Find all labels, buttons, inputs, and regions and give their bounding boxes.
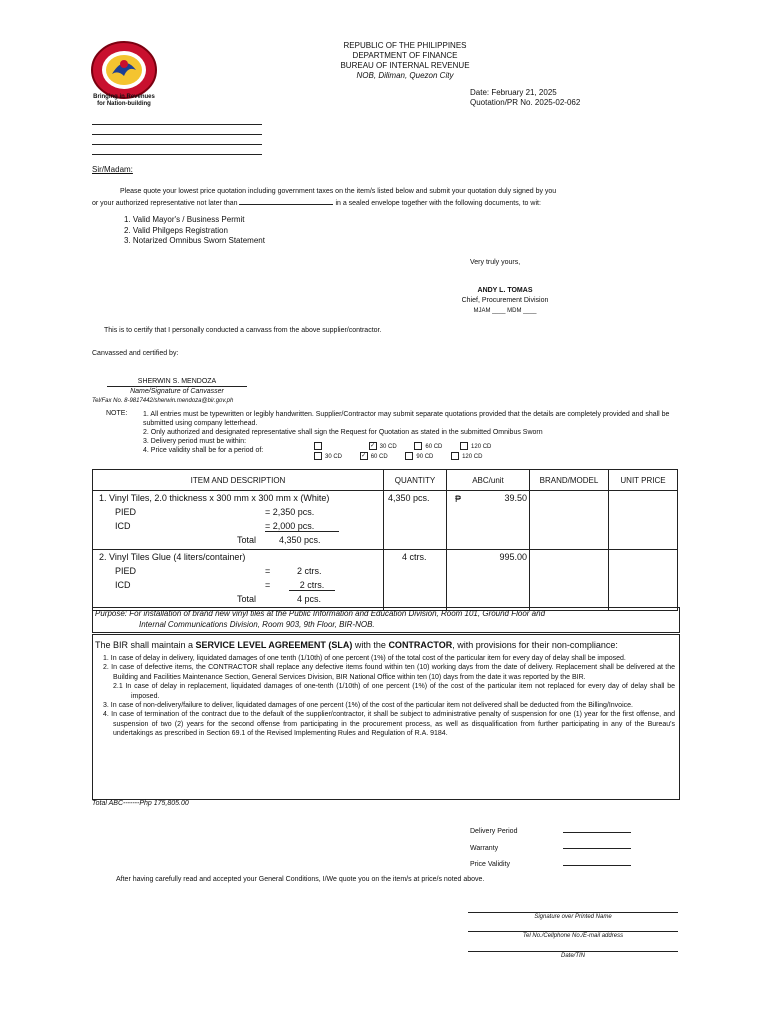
header-republic: REPUBLIC OF THE PHILIPPINES	[343, 41, 467, 50]
header-quantity: QUANTITY	[384, 470, 447, 491]
document-requirement-3: 3. Notarized Omnibus Sworn Statement	[124, 236, 265, 245]
canvasser-role: Name/Signature of Canvasser	[130, 388, 224, 395]
contact-line-label: Tel No./Cellphone No./E-mail address	[522, 933, 624, 939]
quotation-number: Quotation/PR No. 2025-02-062	[470, 98, 581, 107]
item-2-pied-equals: =	[265, 566, 271, 576]
document-date: Date: February 21, 2025	[470, 88, 557, 97]
sla-intro-b: SERVICE LEVEL AGREEMENT (SLA)	[195, 640, 353, 650]
warranty-label: Warranty	[470, 844, 499, 852]
header-address: NOB, Diliman, Quezon City	[356, 71, 454, 80]
purpose-line-2: Internal Communications Division, Room 903, 9th Floor, BIR-NOB.	[139, 620, 375, 629]
header-abc-unit: ABC/unit	[447, 470, 530, 491]
sla-box	[92, 634, 680, 800]
item-1-unit-price[interactable]	[609, 491, 678, 550]
table-row	[93, 550, 678, 611]
sla-item-4: 4. In case of termination of the contract due to the default of the supplier/contractor, it shall be subject to administrative penalty of suspension for one (1) year for the first offense, and suspension of two (2) years for the second offense from participating in the procurement process, as well as disqualification from further participating in any of the Bureau's undertakings as prescribed in Section 69.1 of the Revised Implementing Rules and Regulation of R.A. 9184.	[103, 711, 675, 738]
item-2-quantity: 4 ctrs.	[384, 550, 447, 611]
header-item-description: ITEM AND DESCRIPTION	[93, 470, 384, 491]
canvasser-contact: Tel/Fax No. 8-9817442/sherwin.mendoza@bir.gov.ph	[92, 398, 234, 404]
item-2-unit-price[interactable]	[609, 550, 678, 611]
validity-option-90cd[interactable]: 90 CD	[405, 454, 433, 460]
item-1-quantity: 4,350 pcs.	[384, 491, 447, 550]
delivery-option-60cd[interactable]: 60 CD	[414, 444, 442, 450]
signatory-initials: MJAM ____ MDM ____	[473, 308, 537, 314]
purpose-box	[92, 607, 680, 633]
sla-item-1: 1. In case of delay in delivery, liquidated damages of one tenth (1/10th) of one percent (1%) of the total cost of the particular item for every day of delay shall be imposed.	[103, 655, 626, 662]
price-validity-label: Price Validity	[470, 861, 510, 868]
validity-option-120cd[interactable]: 120 CD	[451, 454, 482, 460]
item-2-icd-value: 2 ctrs.	[289, 580, 335, 591]
acceptance-statement: After having carefully read and accepted your General Conditions, I/We quote you on the item/s at price/s noted above.	[116, 876, 485, 883]
item-1-total-value: 4,350 pcs.	[279, 535, 321, 545]
item-2-total-label: Total	[237, 594, 257, 604]
validity-option-30cd[interactable]: 30 CD	[314, 454, 342, 460]
item-2-icd-equals: =	[265, 580, 271, 590]
tagline-line-1: Bringing in Revenues	[93, 94, 155, 100]
document-requirement-1: 1. Valid Mayor's / Business Permit	[124, 215, 245, 224]
sla-item-2: 2. In case of defective items, the CONTRACTOR shall replace any defective items found within ten (10) working days from the date of delivery. Replacement shall be delivered at the Building and Facilities Maintenance Section, General Services Division, BIR National Office within ten (10) days from the date it was reported by the BIR.	[103, 664, 675, 681]
item-1-abc: 39.50	[504, 493, 527, 503]
intro-line-3: in a sealed envelope together with the following documents, to wit:	[335, 200, 541, 207]
items-table	[92, 469, 678, 611]
canvassed-label: Canvassed and certified by:	[92, 350, 179, 357]
signatory-title: Chief, Procurement Division	[461, 297, 549, 304]
closing: Very truly yours,	[470, 259, 521, 266]
note-item-4: 4. Price validity shall be for a period of:	[143, 447, 264, 454]
sla-intro-c: with the	[352, 640, 389, 650]
salutation: Sir/Madam:	[92, 165, 133, 174]
note-item-1: 1. All entries must be typewritten or legibly handwritten. Supplier/Contractor may submit separate quotations provided that the details are completely provided and shall be submitted using company letterhead.	[143, 411, 670, 427]
sla-intro-e: , with provisions for their non-compliance:	[452, 640, 618, 650]
sla-intro-a: The BIR shall maintain a	[95, 640, 196, 650]
item-2-total-value: 4 pcs.	[297, 594, 322, 604]
item-2-description: 2. Vinyl Tiles Glue (4 liters/container)	[99, 552, 246, 562]
item-2-pied-value: 2 ctrs.	[297, 566, 322, 576]
delivery-period-field[interactable]	[563, 832, 631, 833]
intro-line-2: or your authorized representative not later than	[92, 200, 238, 207]
item-1-brand-model[interactable]	[530, 491, 609, 550]
item-1-pied-value: = 2,350 pcs.	[265, 507, 315, 517]
note-label: NOTE:	[106, 410, 128, 417]
purpose-line-1: Purpose: For installation of brand new vinyl tiles at the Public Information and Education Division, Room 101, Ground Floor and	[95, 609, 546, 618]
delivery-option-30cd[interactable]: ✓ 30 CD	[370, 443, 397, 450]
signature-line-label: Signature over Printed Name	[534, 914, 612, 920]
delivery-period-label: Delivery Period	[470, 828, 518, 835]
document-requirement-2: 2. Valid Philgeps Registration	[124, 225, 228, 235]
header-bureau: BUREAU OF INTERNAL REVENUE	[340, 61, 470, 70]
sla-intro-d: CONTRACTOR	[388, 640, 453, 650]
item-1-icd-label: ICD	[115, 521, 131, 531]
delivery-option-120cd[interactable]: 120 CD	[460, 444, 491, 450]
total-abc: Total ABC-------Php 175,805.00	[92, 800, 189, 807]
item-2-abc: 995.00	[447, 550, 530, 611]
item-2-pied-label: PIED	[115, 566, 137, 576]
item-2-icd-label: ICD	[115, 580, 131, 590]
signatory-name: ANDY L. TOMAS	[477, 287, 533, 294]
item-1-total-label: Total	[237, 535, 257, 545]
item-1-peso-sign: ₱	[455, 494, 462, 504]
table-row	[93, 491, 678, 550]
warranty-field[interactable]	[563, 848, 631, 849]
sla-item-2-1: 2.1 In case of delay in replacement, liquidated damages of one-tenth (1/10th) of one percent (1%) of the cost of the particular item not replaced for every day of delay shall be imposed.	[113, 683, 675, 700]
note-item-3: 3. Delivery period must be within:	[143, 438, 247, 445]
tagline-line-2: for Nation-building	[97, 101, 151, 107]
note-item-2: 2. Only authorized and designated representative shall sign the Request for Quotation as stated in the submitted Omnibus Sworn	[143, 429, 543, 436]
delivery-option-blank[interactable]	[314, 444, 325, 450]
item-1-description: 1. Vinyl Tiles, 2.0 thickness x 300 mm x 300 mm x (White)	[99, 493, 330, 503]
item-2-brand-model[interactable]	[530, 550, 609, 611]
item-1-icd-value: = 2,000 pcs.	[265, 521, 339, 532]
item-1-pied-label: PIED	[115, 507, 137, 517]
certify-statement: This is to certify that I personally conducted a canvass from the above supplier/contractor.	[104, 327, 382, 334]
validity-option-60cd[interactable]: ✓ 60 CD	[361, 453, 388, 460]
header-brand-model: BRAND/MODEL	[530, 470, 609, 491]
price-validity-field[interactable]	[563, 865, 631, 866]
header-unit-price: UNIT PRICE	[609, 470, 678, 491]
date-tin-line-label: Date/TIN	[560, 953, 585, 959]
canvasser-name: SHERWIN S. MENDOZA	[137, 378, 217, 385]
sla-item-3: 3. In case of non-delivery/failure to deliver, liquidated damages of one percent (1%) of the cost of the particular item not delivered shall be deducted from the Billing/Invoice.	[103, 702, 633, 710]
intro-line-1: Please quote your lowest price quotation including government taxes on the item/s listed below and submit your quotation duly signed by you	[120, 188, 557, 195]
header-department: DEPARTMENT OF FINANCE	[352, 51, 458, 60]
